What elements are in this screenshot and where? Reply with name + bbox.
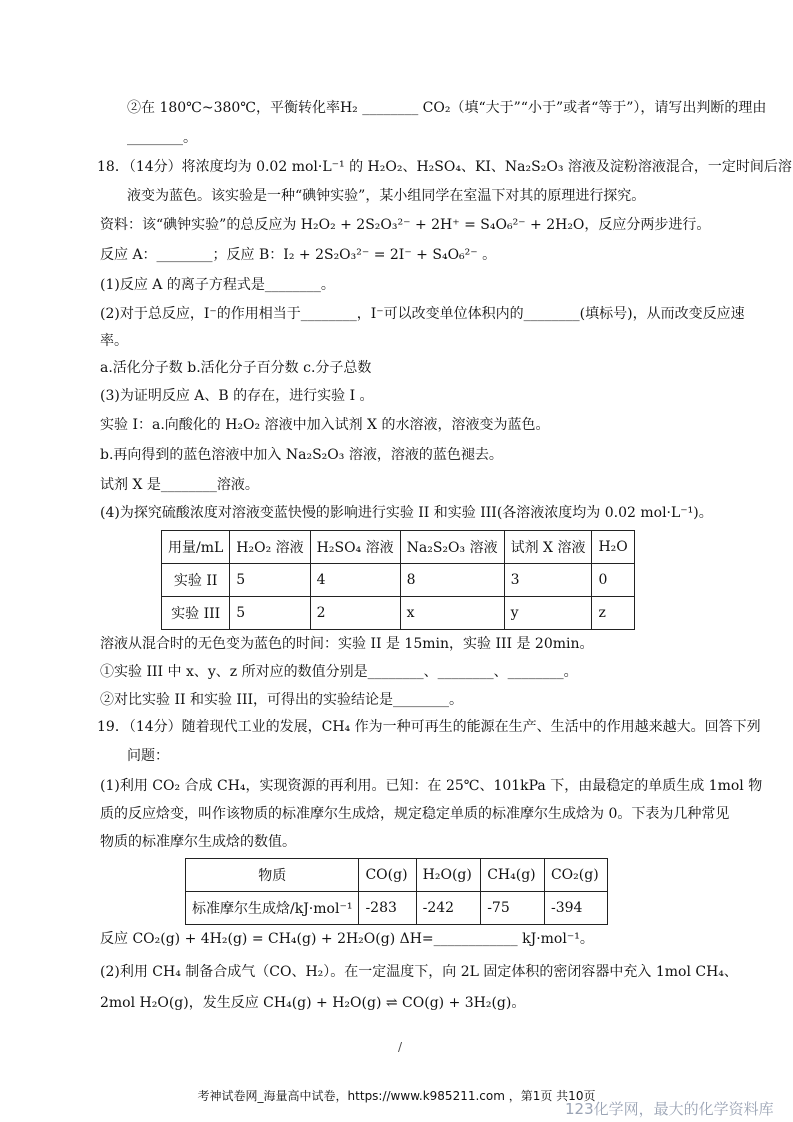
- q18-exp1-a: 实验 I：a.向酸化的 H₂O₂ 溶液中加入试剂 X 的水溶液，溶液变为蓝色。: [100, 417, 550, 433]
- q18-reagent-x: 试剂 X 是________溶液。: [100, 477, 259, 493]
- q18-part4: (4)为探究硫酸浓度对溶液变蓝快慢的影响进行实验 II 和实验 III(各溶液浓度均为 0.02 mol·L⁻¹)。: [100, 505, 713, 521]
- table-header-cell: 用量/mL: [162, 531, 230, 564]
- table-cell: 8: [400, 564, 504, 597]
- q18-stem-line2: 液变为蓝色。该实验是一种“碘钟实验”，某小组同学在室温下对其的原理进行探究。: [127, 188, 646, 204]
- table-row: [162, 597, 635, 630]
- table-header-cell: CO(g): [359, 859, 416, 892]
- table-cell: x: [400, 597, 504, 630]
- q18-reactions-line: 反应 A：________；反应 B：I₂ + 2S₂O₃²⁻ = 2I⁻ + S₄O₆²⁻ 。: [100, 247, 497, 263]
- q18-question-1: ①实验 III 中 x、y、z 所对应的数值分别是________、________、________。: [100, 664, 578, 680]
- table-cell: z: [592, 597, 634, 630]
- q18-data-line: 资料：该“碘钟实验”的总反应为 H₂O₂ + 2S₂O₃²⁻ + 2H⁺ = S₄O₆²⁻ + 2H₂O，反应分两步进行。: [100, 217, 711, 233]
- table-header-cell: H₂O(g): [416, 859, 481, 892]
- table-cell: 4: [310, 564, 400, 597]
- table-cell: 5: [230, 597, 310, 630]
- q18-stem-line1: 18．（14分）将浓度均为 0.02 mol·L⁻¹ 的 H₂O₂、H₂SO₄、KI、Na₂S₂O₃ 溶液及淀粉溶液混合，一定时间后溶: [97, 159, 792, 175]
- q18-question-2: ②对比实验 II 和实验 III，可得出的实验结论是________。: [100, 692, 464, 708]
- enthalpy-table: [185, 858, 608, 925]
- q19-stem-line1: 19．（14分）随着现代工业的发展，CH₄ 作为一种可再生的能源在生产、生活中的作用越来越大。回答下列: [97, 719, 761, 735]
- q18-part2-line1: (2)对于总反应，I⁻的作用相当于________，I⁻可以改变单位体积内的________(填标号)，从而改变反应速: [100, 306, 745, 322]
- table-cell: 0: [592, 564, 634, 597]
- table-cell: 2: [310, 597, 400, 630]
- q19-part1-line1: (1)利用 CO₂ 合成 CH₄，实现资源的再利用。已知：在 25℃、101kPa 下，由最稳定的单质生成 1mol 物: [100, 778, 763, 794]
- table-cell: 实验 III: [162, 597, 230, 630]
- table-row: [186, 859, 608, 892]
- table-cell: -242: [416, 892, 481, 925]
- q18-part2-line2: 率。: [100, 333, 128, 349]
- table-row: [162, 564, 635, 597]
- table-cell: -283: [359, 892, 416, 925]
- table-header-cell: 物质: [186, 859, 359, 892]
- table-cell: 标准摩尔生成焓/kJ·mol⁻¹: [186, 892, 359, 925]
- page-slash: /: [398, 1040, 403, 1054]
- table-row: [162, 531, 635, 564]
- experiment-table: [161, 530, 635, 630]
- q17-part2-line1: ②在 180℃~380℃，平衡转化率H₂ ________ CO₂（填“大于”“小于”或者“等于”），请写出判断的理由: [127, 100, 767, 116]
- table-header-cell: H₂SO₄ 溶液: [310, 531, 400, 564]
- table-header-cell: H₂O: [592, 531, 634, 564]
- table-cell: 3: [504, 564, 592, 597]
- table-cell: 5: [230, 564, 310, 597]
- table-cell: -394: [544, 892, 607, 925]
- q19-reaction-line: 反应 CO₂(g) + 4H₂(g) = CH₄(g) + 2H₂O(g) ΔH=____________ kJ·mol⁻¹。: [100, 931, 594, 947]
- page-footer: 考神试卷网_海量高中试卷，https://www.k985211.com ，第1页 共10页: [197, 1089, 596, 1103]
- q18-options: a.活化分子数 b.活化分子百分数 c.分子总数: [100, 360, 372, 376]
- q18-part3: (3)为证明反应 A、B 的存在，进行实验 I 。: [100, 388, 374, 404]
- table-header-cell: 试剂 X 溶液: [504, 531, 592, 564]
- q19-part2-line2: 2mol H₂O(g)，发生反应 CH₄(g) + H₂O(g) ⇌ CO(g) + 3H₂(g)。: [100, 995, 526, 1011]
- table-cell: y: [504, 597, 592, 630]
- table-header-cell: Na₂S₂O₃ 溶液: [400, 531, 504, 564]
- table-row: [186, 892, 608, 925]
- table-header-cell: CH₄(g): [481, 859, 545, 892]
- watermark-text: 123化学网，最大的化学资料库: [565, 1100, 774, 1118]
- table-cell: -75: [481, 892, 545, 925]
- q18-part1: (1)反应 A 的离子方程式是________。: [100, 277, 335, 293]
- table-header-cell: CO₂(g): [544, 859, 607, 892]
- table-header-cell: H₂O₂ 溶液: [230, 531, 310, 564]
- q19-part1-line3: 物质的标准摩尔生成焓的数值。: [100, 834, 296, 850]
- table-cell: 实验 II: [162, 564, 230, 597]
- q18-exp1-b: b.再向得到的蓝色溶液中加入 Na₂S₂O₃ 溶液，溶液的蓝色褪去。: [100, 447, 503, 463]
- q19-part2-line1: (2)利用 CH₄ 制备合成气（CO、H₂）。在一定温度下，向 2L 固定体积的密闭容器中充入 1mol CH₄、: [100, 964, 738, 980]
- q19-stem-line2: 问题：: [127, 748, 169, 764]
- q19-part1-line2: 质的反应焓变，叫作该物质的标准摩尔生成焓，规定稳定单质的标准摩尔生成焓为 0。下表为几种常见: [100, 806, 730, 822]
- q18-time-line: 溶液从混合时的无色变为蓝色的时间：实验 II 是 15min，实验 III 是 20min。: [100, 636, 594, 652]
- q17-part2-line2: ________。: [127, 130, 197, 146]
